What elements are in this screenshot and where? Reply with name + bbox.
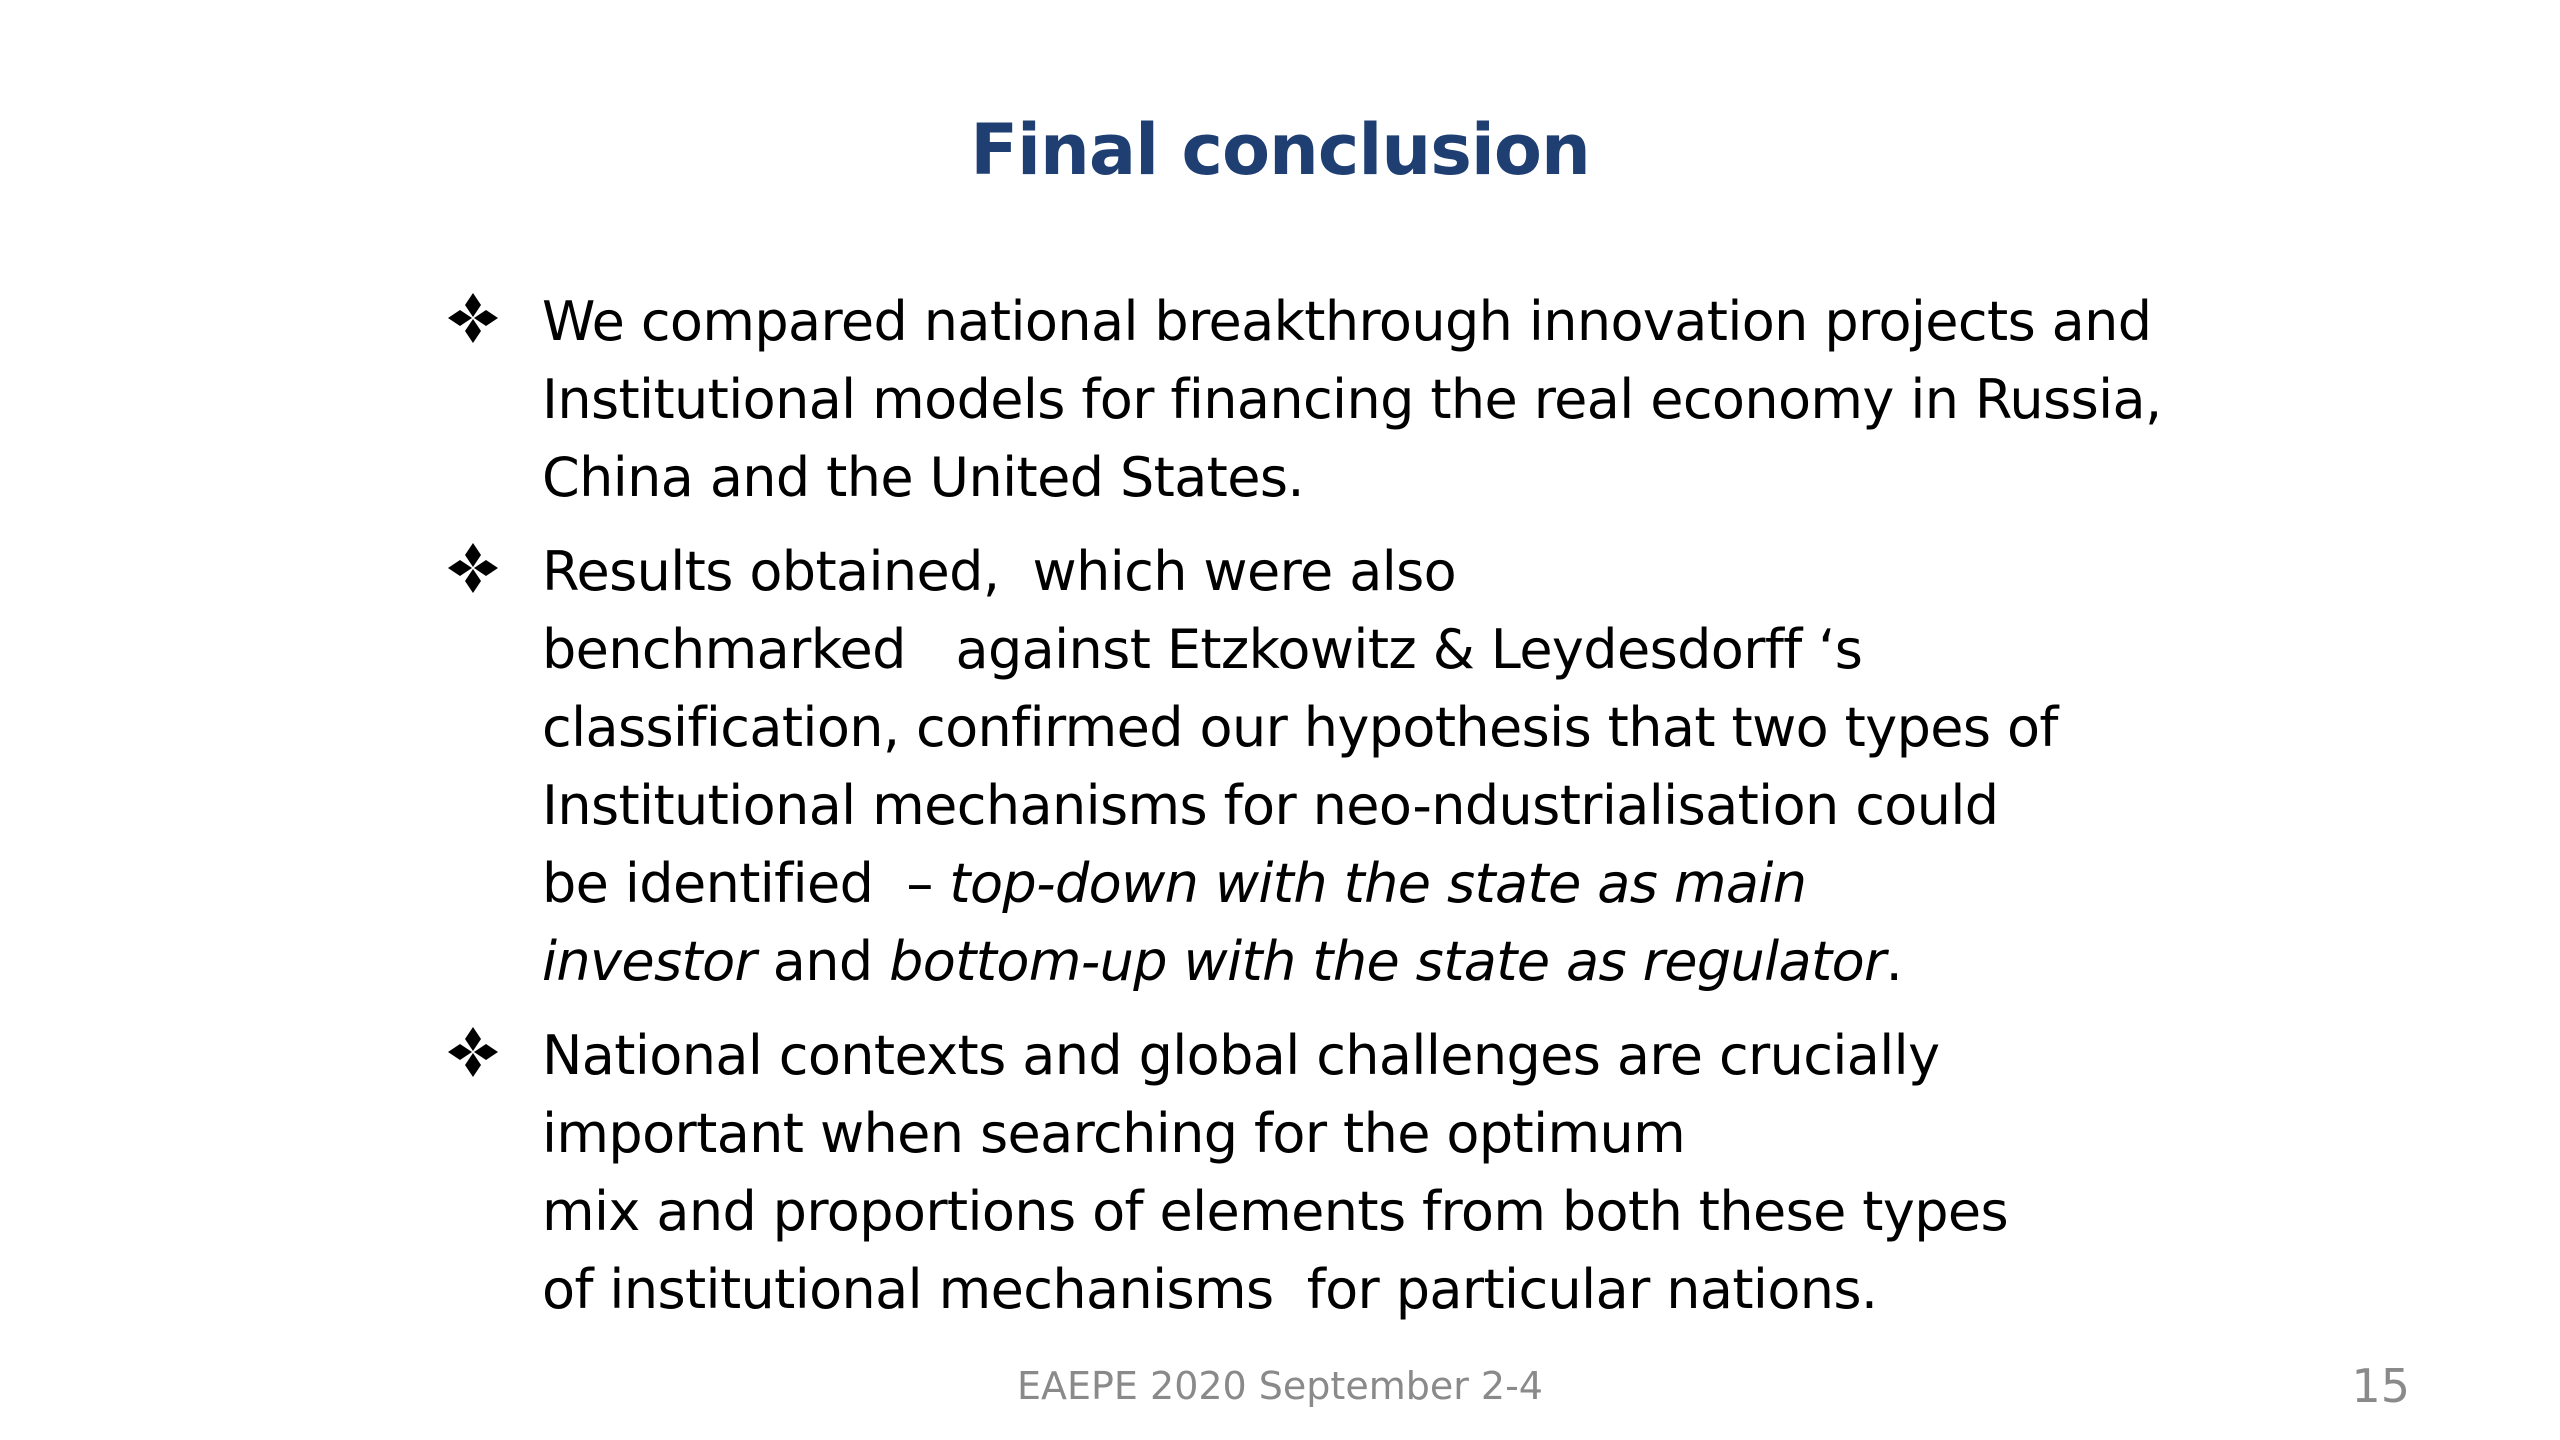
bullet-item [440, 533, 2200, 1001]
slide-title: Final conclusion [970, 109, 1590, 191]
bullet-text-plain: . [1885, 930, 1903, 993]
bullet-text-plain: be identified – [542, 852, 950, 915]
bullet-text-line [542, 845, 2200, 923]
bullet-text-line: important when searching for the optimum [542, 1102, 1686, 1165]
bullet-text-line: Institutional mechanisms for neo-ndustrialisation could [542, 774, 1999, 837]
bullet-text-line: China and the United States. [542, 446, 1304, 509]
bullet-text-italic: investor [542, 930, 757, 993]
four-diamond-bullet-icon [446, 291, 500, 345]
bullet-text-plain: and [756, 930, 890, 993]
bullet-text-italic: top-down with the state as main [949, 852, 1807, 915]
bullet-list [440, 283, 2200, 1329]
bullet-text-line: benchmarked against Etzkowitz & Leydesdorff ‘s [542, 618, 1863, 681]
page-number: 15 [2351, 1359, 2410, 1413]
bullet-text-line: classification, confirmed our hypothesis that two types of [542, 696, 2058, 759]
bullet-text-line [542, 923, 2200, 1001]
four-diamond-bullet-icon [446, 1025, 500, 1079]
bullet-text-line: We compared national breakthrough innovation projects and [542, 290, 2152, 353]
bullet-item [440, 1017, 2200, 1329]
bullet-item [440, 283, 2200, 517]
bullet-text-line: Institutional models for financing the real economy in Russia, [542, 368, 2162, 431]
bullet-text-line: of institutional mechanisms for particular nations. [542, 1258, 1878, 1321]
four-diamond-bullet-icon [446, 541, 500, 595]
bullet-text-line: mix and proportions of elements from both these types [542, 1180, 2009, 1243]
bullet-text-line: National contexts and global challenges are crucially [542, 1024, 1940, 1087]
bullet-text-line: Results obtained, which were also [542, 540, 1457, 603]
bullet-text-italic: bottom-up with the state as regulator [889, 930, 1886, 993]
footer-text: EAEPE 2020 September 2-4 [1017, 1364, 1543, 1408]
